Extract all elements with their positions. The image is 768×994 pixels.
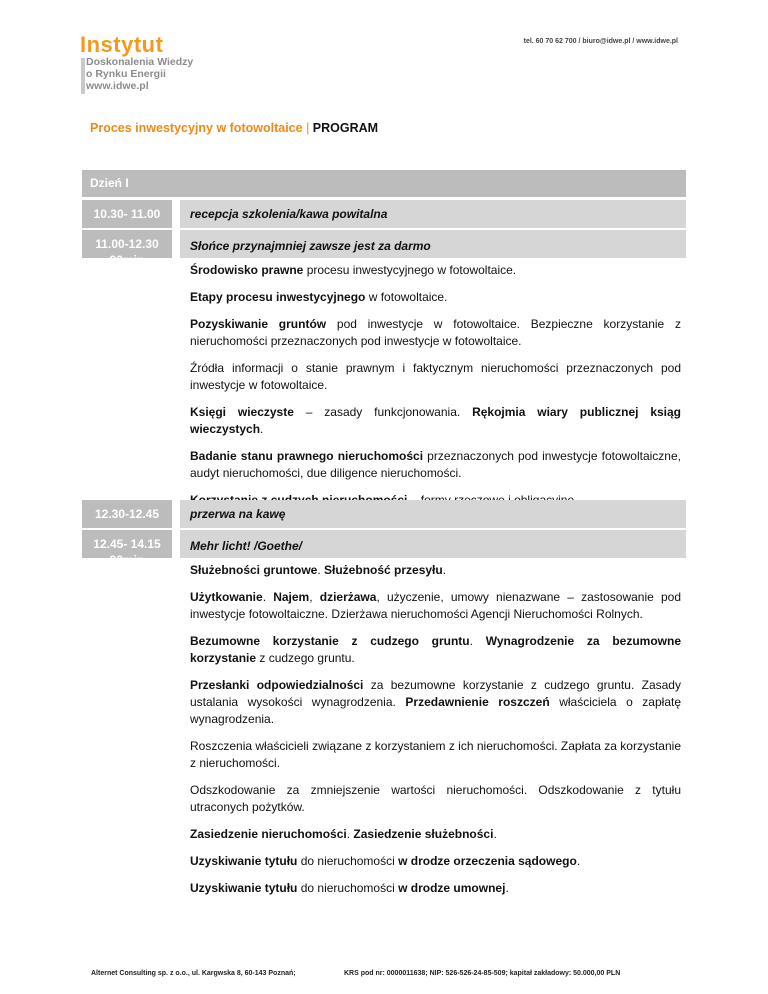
program-item-text: za bezumowne korzystanie z cudzego gruntu. Zasady ustalania wysokości wynagrodzenia. [190, 678, 681, 709]
program-item-text: . [493, 827, 497, 841]
logo-subtitle-2: o Rynku Energii [86, 68, 166, 80]
session-title: Słońce przynajmniej zawsze jest za darmo [190, 239, 431, 253]
program-item [190, 289, 681, 306]
program-item-bold-text: Przesłanki odpowiedzialności [190, 678, 364, 692]
program-item-text: – zasady funkcjonowania. [293, 405, 473, 419]
program-item-text: . [576, 854, 581, 868]
program-item-bold-text: w drodze umownej [398, 881, 506, 895]
program-item-bold-text: Zasiedzenie nieruchomości [190, 827, 347, 841]
program-item-text: do nieruchomości [297, 854, 399, 868]
program-item-bold-text: Księgi wieczyste [190, 405, 294, 419]
program-item-text: właściciela o zapłatę wynagrodzenia. [190, 695, 681, 726]
program-item [190, 633, 681, 667]
program-item-text: . [260, 422, 264, 436]
program-item-bold-text: w drodze orzeczenia sądowego [398, 854, 577, 868]
session-time-cell [82, 500, 172, 528]
session-items [190, 262, 681, 519]
session-duration: 90min [109, 253, 145, 267]
program-item [190, 404, 681, 438]
program-item [190, 589, 681, 623]
session-time-cell [82, 530, 172, 567]
program-item-text: . [442, 563, 447, 577]
footer-company-address: Alternet Consulting sp. z o.o., ul. Kargwska 8, 60-143 Poznań; [91, 970, 296, 977]
program-item-bold-text: Środowisko prawne [190, 263, 304, 277]
program-item [190, 853, 681, 870]
program-item-bold-text: dzierżawa [319, 590, 377, 604]
session-items [190, 562, 681, 907]
session-time: 12.30-12.45 [94, 507, 160, 521]
program-item-text: Roszczenia właścicieli związane z korzystaniem z ich nieruchomości. Zapłata za korzystanie z nieruchomości. [190, 739, 681, 770]
program-item-bold-text: Przedawnienie roszczeń [405, 695, 550, 709]
company-logo [80, 34, 193, 92]
program-item-bold-text: Pozyskiwanie gruntów [190, 317, 327, 331]
program-item-bold-text: Służebności gruntowe [190, 563, 318, 577]
program-item [190, 562, 681, 579]
session-title: recepcja szkolenia/kawa powitalna [190, 207, 388, 221]
title-orange: Proces inwestycyjny w fotowoltaice [90, 121, 303, 135]
session-title-bar [180, 230, 686, 258]
program-item-bold-text: Zasiedzenie służebności [353, 827, 494, 841]
logo-accent-bar [81, 58, 85, 94]
document-title [90, 121, 378, 135]
session-title: Mehr licht! /Goethe/ [190, 539, 303, 553]
program-item-text: Źródła informacji o stanie prawnym i faktycznym nieruchomości przeznaczonych pod inwestycje w fotowoltaice. [190, 361, 681, 392]
contact-info: tel. 60 70 62 700 / biuro@idwe.pl / www.idwe.pl [523, 38, 678, 45]
program-item-text: , [309, 590, 320, 604]
title-separator: | [306, 121, 310, 135]
program-item [190, 880, 681, 897]
program-item-bold-text: Służebność przesyłu [324, 563, 443, 577]
program-item [190, 262, 681, 279]
session-title-bar [180, 500, 686, 528]
program-item-text: z cudzego gruntu. [256, 651, 355, 665]
program-item-bold-text: Uzyskiwanie tytułu [190, 881, 298, 895]
program-item-text: pod inwestycje w fotowoltaice. Bezpieczne korzystanie z nieruchomości przeznaczonych pod inwestycje w fotowoltaice. [190, 317, 681, 348]
program-item-text: . [262, 590, 274, 604]
session-time-cell [82, 230, 172, 267]
program-item-text: Odszkodowanie za zmniejszenie wartości nieruchomości. Odszkodowanie z tytułu utraconych pożytków. [190, 783, 681, 814]
logo-subtitle-1: Doskonalenia Wiedzy [86, 56, 194, 68]
program-item-text: . [346, 827, 354, 841]
program-item [190, 782, 681, 816]
title-program: PROGRAM [312, 121, 379, 135]
session-time: 12.45- 14.15 [93, 537, 161, 551]
day-header [82, 170, 686, 197]
session-duration: 90min [109, 553, 145, 567]
program-item [190, 448, 681, 482]
program-item [190, 677, 681, 728]
footer-registration-info: KRS pod nr: 0000011638; NIP: 526-526-24-85-509; kapitał zakładowy: 50.000,00 PLN [344, 970, 621, 977]
program-item [190, 826, 681, 843]
program-item-text: w fotowoltaice. [365, 290, 448, 304]
program-item [190, 738, 681, 772]
program-item-text: , użyczenie, umowy nienazwane – zastosowanie pod inwestycje fotowoltaiczne. Dzierżawa nieruchomości Agencji Nieruchomości Rolnych. [190, 590, 681, 621]
program-item-bold-text: Etapy procesu inwestycyjnego [190, 290, 366, 304]
session-title: przerwa na kawę [190, 507, 286, 521]
program-item-bold-text: Uzyskiwanie tytułu [190, 854, 298, 868]
program-item-bold-text: Najem [273, 590, 310, 604]
program-item-text: przeznaczonych pod inwestycje fotowoltaiczne, audyt nieruchomości, due diligence nieruchomości. [190, 449, 681, 480]
program-item-text: . [469, 634, 486, 648]
session-time: 10.30- 11.00 [93, 207, 161, 221]
logo-url: www.idwe.pl [86, 80, 149, 92]
logo-title: Instytut [80, 32, 164, 57]
day-label: Dzień I [90, 176, 129, 190]
program-item-bold-text: Rękojmia wiary publicznej ksiąg wieczystych [190, 405, 682, 436]
session-title-bar [180, 200, 686, 228]
session-time: 11.00-12.30 [95, 237, 159, 251]
program-item-text: procesu inwestycyjnego w fotowoltaice. [303, 263, 517, 277]
program-item [190, 360, 681, 394]
program-item-bold-text: Bezumowne korzystanie z cudzego gruntu [190, 634, 470, 648]
program-item-text: . [317, 563, 325, 577]
program-item-bold-text: Wynagrodzenie za bezumowne korzystanie [190, 634, 681, 665]
program-item-text: do nieruchomości [297, 881, 399, 895]
program-item-text: . [505, 881, 509, 895]
program-item-bold-text: Użytkowanie [190, 590, 263, 604]
program-item-bold-text: Badanie stanu prawnego nieruchomości [190, 449, 424, 463]
session-title-bar [180, 530, 686, 558]
session-time-cell [82, 200, 172, 228]
program-item [190, 316, 681, 350]
